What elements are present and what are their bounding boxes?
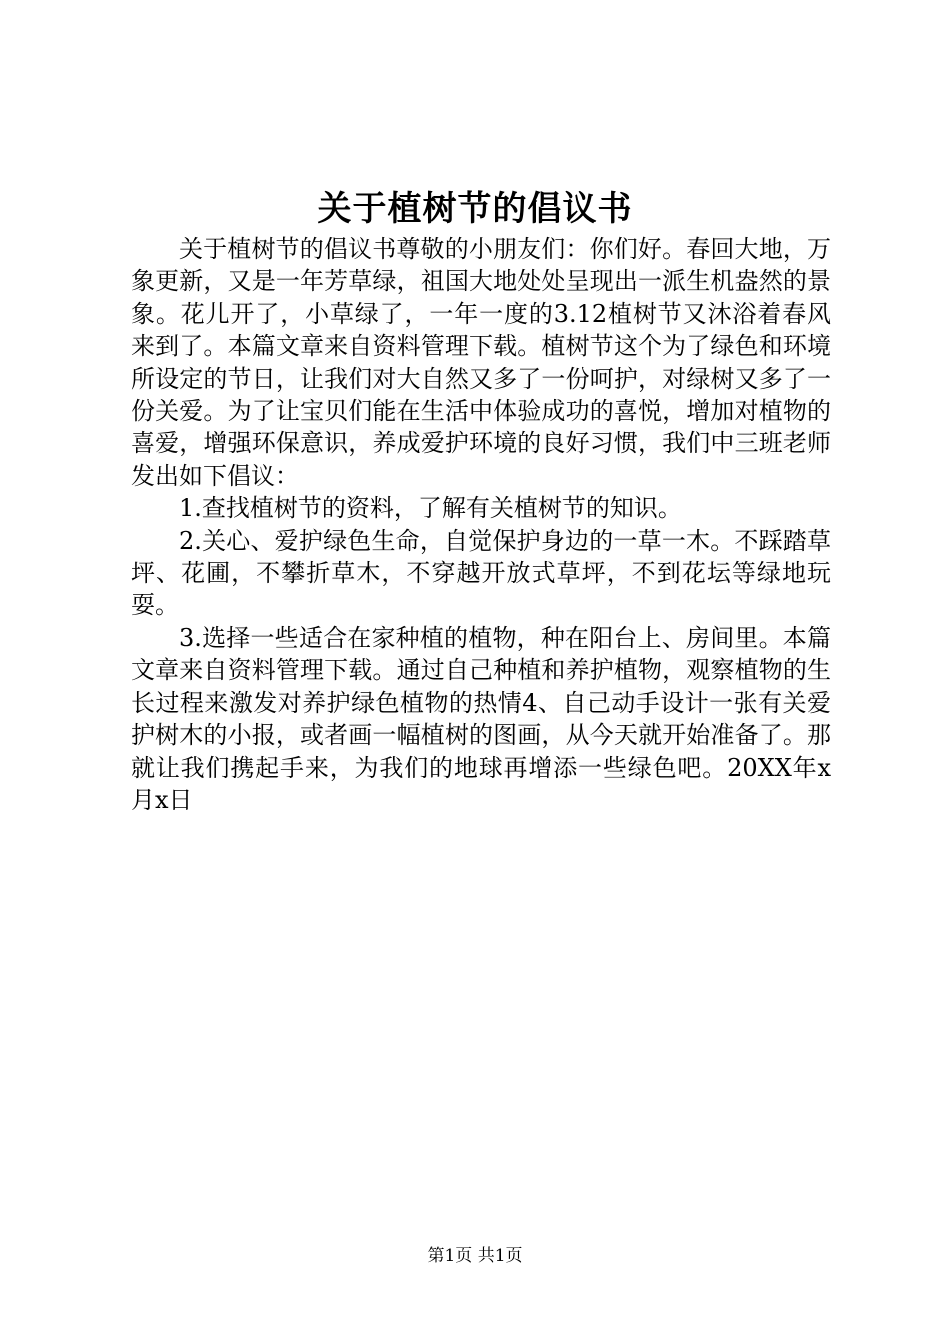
paragraph-item-3: 3.选择一些适合在家种植的植物，种在阳台上、房间里。本篇文章来自资料管理下载。通过自己种植和养护植物，观察植物的生长过程来激发对养护绿色植物的热情4、自己动手设计一张有关爱护树木的小报，或者画一幅植树的图画，从今天就开始准备了。那就让我们携起手来，为我们的地球再增添一些绿色吧。20XX年x月x日 (131, 623, 831, 814)
page-footer: 第1页 共1页 (427, 1246, 523, 1266)
paragraph-item-1: 1.查找植树节的资料，了解有关植树节的知识。 (179, 494, 682, 523)
paragraph-intro: 关于植树节的倡议书尊敬的小朋友们：你们好。春回大地，万象更新，又是一年芳草绿，祖国大地处处呈现出一派生机盎然的景象。花儿开了，小草绿了，一年一度的3.12植树节又沐浴着春风来到了。本篇文章来自资料管理下载。植树节这个为了绿色和环境所设定的节日，让我们对大自然又多了一份呵护，对绿树又多了一份关爱。为了让宝贝们能在生活中体验成功的喜悦，增加对植物的喜爱，增强环保意识，养成爱护环境的良好习惯，我们中三班老师发出如下倡议： (131, 235, 831, 490)
document-title: 关于植树节的倡议书 (317, 189, 633, 229)
document-body (131, 233, 831, 816)
paragraph-item-2: 2.关心、爱护绿色生命，自觉保护身边的一草一木。不踩踏草坪、花圃，不攀折草木，不穿越开放式草坪，不到花坛等绿地玩耍。 (131, 526, 831, 620)
